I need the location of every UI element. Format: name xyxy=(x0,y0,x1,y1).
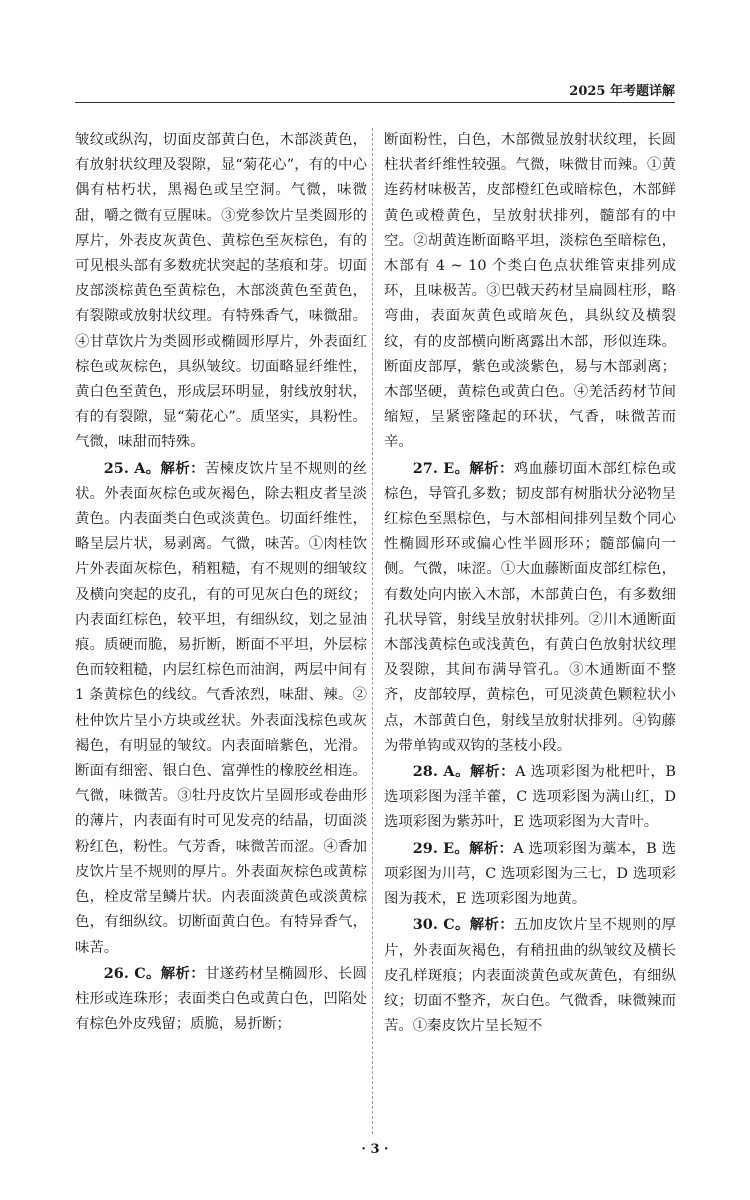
analysis-text-27: 鸡血藤切面木部红棕色或棕色，导管孔多数；韧皮部有树脂状分泌物呈红棕色至黑棕色，与木部相间排列呈数个同心性椭圆形环或偏心性半圆形环；髓部偏向一侧。气微，味涩。①大血藤断面皮部红棕色，有数处向内嵌入木部，木部黄白色，有多数细孔状导管，射线呈放射状排列。②川木通断面木部浅黄棕色或浅黄色，有黄白色放射状纹理及裂隙，其间布满导管孔。③木通断面不整齐，皮部较厚，黄棕色，可见淡黄色颗粒状小点，木部黄白色，射线呈放射状排列。④钩藤为带单钩或双钩的茎枝小段。 xyxy=(384,460,676,754)
analysis-label-29: 解析： xyxy=(469,839,514,857)
column-divider xyxy=(372,128,373,1134)
page-number: · 3 · xyxy=(361,1142,389,1157)
analysis-text-26: 甘遂药材呈椭圆形、长圆柱形或连珠形；表面类白色或黄白色，凹陷处有棕色外皮残留；质脆，易折断； xyxy=(75,965,367,1033)
paragraph-q26-continued: 断面粉性，白色，木部微显放射状纹理，长圆柱状者纤维性较强。气微，味微甘而辣。①黄连药材味极苦，皮部橙红色或暗棕色，木部鲜黄色或橙黄色，呈放射状排列，髓部有的中空。②胡黄连断面略平坦，淡棕色至暗棕色，木部有 4 ~ 10 个类白色点状维管束排列成环，且味极苦。③巴戟天药材呈扁圆柱形，略弯曲，表面灰黄色或暗灰色，具纵纹及横裂纹，有的皮部横向断离露出木部，形似连珠。断面皮部厚，紫色或淡紫色，易与木部剥离；木部坚硬，黄棕色或黄白色。④羌活药材节间缩短，呈紧密隆起的环状，气香，味微苦而辛。 xyxy=(384,132,676,451)
answer-number-30: 30. C。 xyxy=(412,916,470,934)
answer-number-29: 29. E。 xyxy=(412,839,470,857)
running-header: 2025 年考题详解 xyxy=(569,84,675,99)
paragraph-q27 xyxy=(384,456,676,759)
analysis-text-28: A 选项彩图为枇杷叶，B 选项彩图为淫羊藿，C 选项彩图为满山红，D 选项彩图为紫苏叶，E 选项彩图为大青叶。 xyxy=(384,764,676,831)
paragraph-q29 xyxy=(384,836,676,913)
analysis-text-30: 五加皮饮片呈不规则的厚片，外表面灰褐色，有稍扭曲的纵皱纹及横长皮孔样斑痕；内表面淡黄色或灰黄色，有细纵纹；切面不整齐，灰白色。气微香，味微辣而苦。①秦皮饮片呈长短不 xyxy=(384,917,676,1035)
answer-number-26: 26. C。 xyxy=(103,964,161,982)
analysis-label-25: 解析： xyxy=(160,459,205,477)
right-column xyxy=(384,128,676,1039)
header-rule xyxy=(75,102,675,103)
analysis-label-28: 解析： xyxy=(470,763,516,781)
answer-number-28: 28. A。 xyxy=(412,763,471,781)
analysis-text-29: A 选项彩图为藁本，B 选项彩图为川芎，C 选项彩图为三七，D 选项彩图为莪术，E 选项彩图为地黄。 xyxy=(384,840,676,908)
analysis-label-27: 解析： xyxy=(469,459,514,477)
analysis-label-26: 解析： xyxy=(160,964,206,982)
analysis-label-30: 解析： xyxy=(469,916,515,934)
answer-number-27: 27. E。 xyxy=(412,459,470,477)
paragraph-q28 xyxy=(384,759,676,836)
paragraph-q26 xyxy=(75,961,367,1038)
paragraph-q30 xyxy=(384,912,676,1039)
analysis-text-25: 苦楝皮饮片呈不规则的丝状。外表面灰棕色或灰褐色，除去粗皮者呈淡黄色。内表面类白色或淡黄色。切面纤维性，略呈层片状，易剥离。气微，味苦。①肉桂饮片外表面灰棕色，稍粗糙，有不规则的细皱纹及横向突起的皮孔，有的可见灰白色的斑纹；内表面红棕色，较平坦，有细纵纹，划之显油痕。质硬而脆，易折断，断面不平坦，外层棕色而较粗糙，内层红棕色而油润，两层中间有 1 条黄棕色的线纹。气香浓烈，味甜、辣。②杜仲饮片呈小方块或丝状。外表面浅棕色或灰褐色，有明显的皱纹。内表面暗紫色，光滑。断面有细密、银白色、富弹性的橡胶丝相连。气微，味微苦。③牡丹皮饮片呈圆形或卷曲形的薄片，内表面有时可见发亮的结晶，切面淡粉红色，粉性。气芳香，味微苦而涩。④香加皮饮片呈不规则的厚片。外表面灰棕色或黄棕色，栓皮常呈鳞片状。内表面淡黄色或淡黄棕色，有细纵纹。切断面黄白色。有特异香气，味苦。 xyxy=(75,460,367,956)
paragraph-q24-continued: 皱纹或纵沟，切面皮部黄白色，木部淡黄色，有放射状纹理及裂隙，显“菊花心”，有的中心偶有枯朽状，黑褐色或呈空洞。气微，味微甜，嚼之微有豆腥味。③党参饮片呈类圆形的厚片，外表皮灰黄色、黄棕色至灰棕色，有的可见根头部有多数疣状突起的茎痕和芽。切面皮部淡棕黄色至黄棕色，木部淡黄色至黄色，有裂隙或放射状纹理。有特殊香气，味微甜。④甘草饮片为类圆形或椭圆形厚片，外表面红棕色或灰棕色，具纵皱纹。切面略显纤维性，黄白色至黄色，形成层环明显，射线放射状，有的有裂隙，显“菊花心”。质坚实，具粉性。气微，味甜而特殊。 xyxy=(75,132,367,451)
paragraph-q25 xyxy=(75,456,367,961)
left-column xyxy=(75,128,367,1037)
answer-number-25: 25. A。 xyxy=(103,459,161,477)
